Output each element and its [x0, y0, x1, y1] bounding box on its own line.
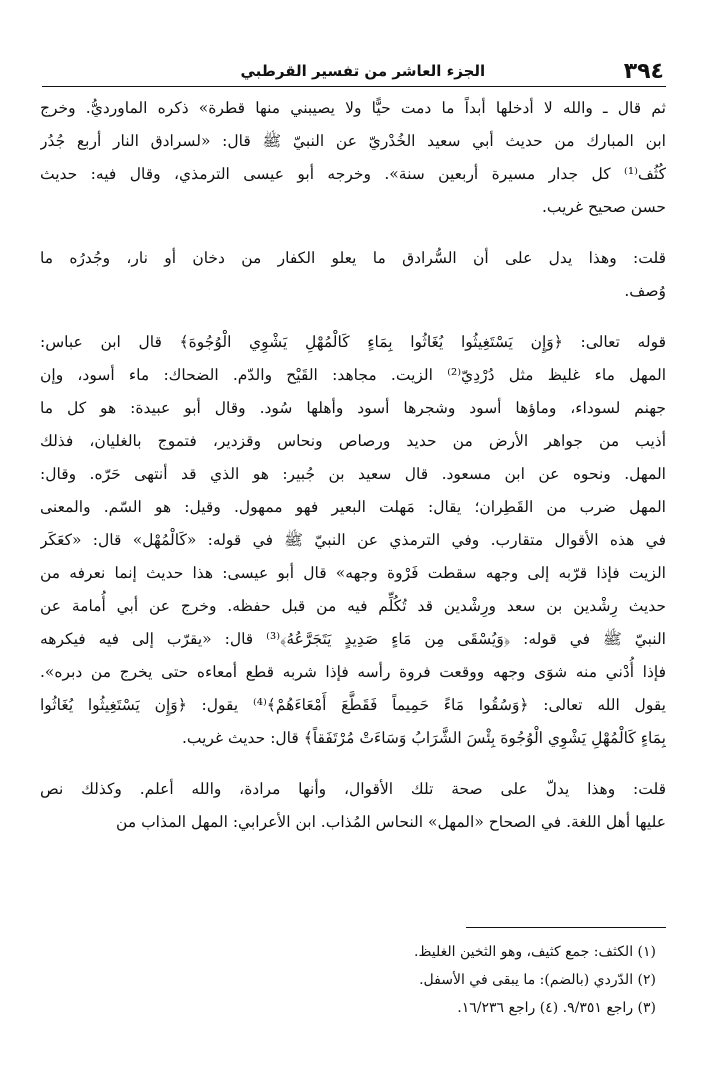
footnote: (١) الكثف: جمع كثيف، وهو الثخين الغليظ.: [414, 944, 656, 960]
paragraph: [40, 773, 666, 839]
text-line: أذيب من جواهر الأرض من حديد ورصاص ونحاس وقزدير، فتموج بالغليان، فذلك: [40, 432, 666, 450]
text-line: في هذه الأقوال متقارب. وفي الترمذي عن النبيّ ﷺ في قوله: «كَالْمُهْل» قال: «كعَكَر: [40, 531, 666, 549]
text-line: الزيت فإذا قرّبه إلى وجهه سقطت فَرْوة وجهه» قال أبو عيسى: هذا حديث إنما نعرفه من: [40, 564, 666, 582]
text-line: يقول الله تعالى: ﴿وَسُقُوا مَاءً حَمِيماً فَقَطَّعَ أَمْعَاءَهُمْ﴾⁽⁴⁾ يقول: ﴿وَإِن يَسْتَغِيثُوا يُغَاثُوا: [40, 696, 666, 714]
paragraph: [40, 326, 666, 755]
text-line: قلت: وهذا يدلّ على صحة تلك الأقوال، وأنها مرادة، والله أعلم. وكذلك نص: [40, 780, 666, 798]
text-line: النبيّ ﷺ في قوله: ﴿وَيُسْقَى مِن مَاءٍ صَدِيدٍ يَتَجَرَّعُهُ﴾⁽³⁾ قال: «يقرّب إلى فيه فيكرهه: [40, 630, 666, 648]
text-line: كُثُف⁽¹⁾ كل جدار مسيرة أربعين سنة». وخرجه أبو عيسى الترمذي، وقال فيه: حديث: [40, 165, 666, 183]
page-header: [42, 56, 666, 87]
text-line: عليها أهل اللغة. في الصحاح «المهل» النحاس المُذاب. ابن الأعرابي: المهل المذاب من: [116, 813, 666, 831]
page-number: ٣٩٤: [623, 58, 664, 84]
text-line: المهل. ونحوه عن ابن مسعود. قال سعيد بن جُبير: هو الذي قد أنتهى حَرّه. وقال:: [40, 465, 666, 483]
text-line: قلت: وهذا يدل على أن السُّرادق ما يعلو الكفار من دخان أو نار، وجُدرُه ما: [40, 249, 666, 267]
text-line: حسن صحيح غريب.: [541, 198, 666, 216]
footnote-divider: [466, 927, 666, 928]
paragraph: [40, 92, 666, 224]
text-line: المهل ضرب من القَطِران؛ يقال: مَهلت البعير فهو ممهول. وقيل: هو السّم. والمعنى: [40, 498, 666, 516]
text-line: المهل ماء غليظ مثل دُرْدِيّ⁽²⁾ الزيت. مجاهد: القَيْح والدّم. الضحاك: ماء أسود، وإن: [40, 366, 666, 384]
text-line: ثم قال ـ والله لا أدخلها أبداً ما دمت حيًّا ولا يصيبني منها قطرة» ذكره الماورديُّ. وخرج: [40, 99, 666, 117]
paragraph: [40, 242, 666, 308]
text-line: حديث رِشْدين بن سعد ورِشْدين قد تُكُلِّم فيه من قبل حفظه. وخرج عن أبي أُمامة عن: [40, 597, 666, 615]
text-line: قوله تعالى: ﴿وَإِن يَسْتَغِيثُوا يُغَاثُوا بِمَاءٍ كَالْمُهْلِ يَشْوِي الْوُجُوهَ﴾ قال ابن عباس:: [40, 333, 666, 351]
footnote: (٣) راجع ٩/٣٥١. (٤) راجع ١٦/٢٣٦.: [457, 1000, 656, 1016]
text-line: ابن المبارك من حديث أبي سعيد الخُدْريّ عن النبيّ ﷺ قال: «لسرادق النار أربع جُدُر: [40, 132, 666, 150]
text-line: فإذا أُدْني منه شوَى وجهه ووقعت فروة رأسه فإذا شربه قطع أمعاءه حتى يخرج من دبره».: [40, 663, 666, 681]
footnote: (٢) الدّردي (بالضم): ما يبقى في الأسفل.: [419, 972, 656, 988]
body-text: [40, 92, 666, 857]
text-line: جهنم لسوداء، وماؤها أسود وشجرها أسود وأهلها سُود. وقال أبو عبيدة: هو كل ما: [40, 399, 666, 417]
running-title: الجزء العاشر من تفسير القرطبي: [240, 62, 486, 80]
text-line: وُصف.: [624, 282, 666, 300]
footnotes: [42, 938, 656, 1022]
text-line: بِمَاءٍ كَالْمُهْلِ يَشْوِي الْوُجُوهَ بِئْسَ الشَّرَابُ وَسَاءَتْ مُرْتَفَقاً﴾ قال: حديث غريب.: [181, 729, 666, 747]
